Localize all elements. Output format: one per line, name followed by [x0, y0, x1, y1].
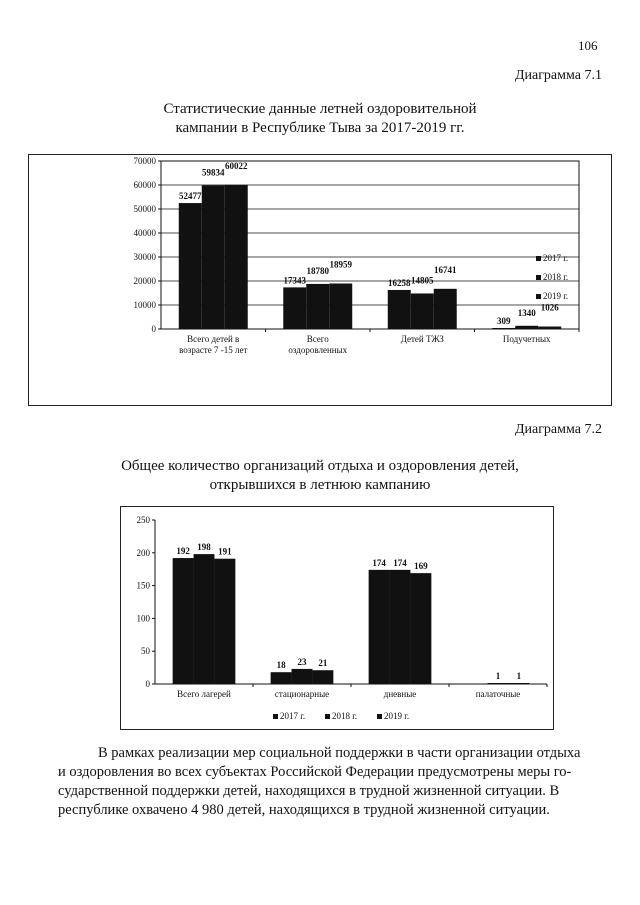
data-label: 1026: [540, 302, 559, 313]
data-label: 21: [318, 658, 328, 669]
bar: [410, 573, 431, 684]
body-paragraph: [58, 744, 606, 820]
bar: [173, 558, 194, 684]
paragraph-line-1: В рамках реализации мер социальной поддержки в части организации отдыха: [98, 745, 581, 761]
data-label: 16258: [388, 277, 411, 288]
y-tick-label: 200: [136, 547, 150, 558]
data-label: 169: [414, 561, 428, 572]
diagram-2-label: Диаграмма 7.2: [514, 422, 602, 437]
category-label: Всего детей в: [187, 334, 240, 344]
legend-swatch: [377, 714, 382, 719]
legend-swatch: [273, 714, 278, 719]
data-label: 191: [218, 546, 232, 557]
data-label: 14805: [411, 275, 434, 286]
data-label: 1: [495, 671, 501, 681]
legend-label: 2017 г.: [543, 253, 569, 263]
diagram-1-title-line-1: Статистические данные летней оздоровительной: [163, 101, 477, 117]
data-label: 16741: [433, 264, 457, 275]
bar: [515, 326, 538, 329]
y-tick-label: 30000: [133, 252, 156, 262]
data-label: 17343: [283, 275, 307, 286]
bar: [292, 669, 313, 684]
legend-swatch: [536, 256, 541, 261]
y-tick-label: 0: [151, 324, 156, 334]
y-tick-label: 60000: [133, 180, 156, 190]
legend-label: 2018 г.: [332, 711, 358, 721]
category-label: Всего: [306, 334, 329, 344]
bar: [194, 554, 215, 684]
bar: [214, 559, 235, 684]
bar: [312, 670, 333, 684]
data-label: 18: [276, 660, 286, 671]
bar: [225, 185, 248, 329]
data-label: 198: [197, 542, 211, 553]
data-label: 192: [176, 546, 190, 557]
bar: [508, 683, 529, 684]
y-tick-label: 150: [136, 580, 150, 591]
bar: [492, 328, 515, 329]
diagram-2-title-line-1: Общее количество организаций отдыха и оздоровления детей,: [121, 458, 519, 474]
category-label: палаточные: [475, 689, 521, 699]
data-label: 59834: [202, 167, 225, 178]
data-label: 174: [393, 557, 407, 568]
bar: [179, 203, 202, 329]
data-label: 18959: [329, 259, 352, 270]
category-label: оздоровленных: [288, 345, 348, 355]
bar: [488, 683, 509, 684]
y-tick-label: 70000: [133, 156, 156, 166]
category-label: Всего лагерей: [177, 689, 231, 699]
paragraph-line-3: сударственной поддержки детей, находящихся в трудной жизненной ситуации. В: [58, 783, 560, 799]
bar: [271, 672, 292, 684]
legend-label: 2019 г.: [384, 711, 410, 721]
chart-1-frame: [28, 154, 612, 406]
legend-swatch: [325, 714, 330, 719]
category-label: стационарные: [274, 689, 330, 699]
data-label: 174: [372, 557, 386, 568]
chart-1: [29, 155, 611, 405]
data-label: 18780: [306, 265, 329, 276]
legend-label: 2017 г.: [280, 711, 306, 721]
chart-2: [121, 507, 553, 729]
chart-2-frame: [120, 506, 554, 730]
category-label: дневные: [383, 689, 417, 699]
data-label: 309: [497, 316, 511, 326]
diagram-2-title: [0, 457, 640, 495]
data-label: 52477: [179, 191, 202, 202]
paragraph-line-2: и оздоровления во всех субъектах Российской Федерации предусмотрены меры го-: [58, 764, 572, 780]
y-tick-label: 0: [145, 679, 150, 689]
diagram-2-title-line-2: открывшихся в летнюю кампанию: [209, 477, 431, 493]
data-label: 1: [516, 671, 522, 681]
diagram-1-label: Диаграмма 7.1: [514, 68, 602, 83]
bar: [283, 287, 306, 329]
bar: [369, 570, 390, 684]
y-tick-label: 100: [136, 613, 150, 624]
data-label: 23: [297, 656, 307, 667]
legend-swatch: [536, 294, 541, 299]
y-tick-label: 40000: [133, 228, 156, 238]
data-label: 60022: [224, 160, 248, 171]
bar: [388, 290, 411, 329]
data-label: 1340: [517, 307, 536, 318]
bar: [434, 289, 457, 329]
diagram-1-title: [0, 100, 640, 138]
y-tick-label: 50000: [133, 204, 156, 214]
y-tick-label: 20000: [133, 276, 156, 286]
bar: [538, 327, 561, 329]
paragraph-line-4: республике охвачено 4 980 детей, находящихся в трудной жизненной ситуации.: [58, 802, 550, 818]
y-tick-label: 10000: [133, 300, 156, 310]
page-number: 106: [578, 38, 598, 53]
category-label: Детей ТЖЗ: [400, 334, 444, 344]
y-tick-label: 250: [136, 515, 150, 525]
bar: [202, 185, 225, 329]
legend-swatch: [536, 275, 541, 280]
category-label: возрасте 7 -15 лет: [179, 345, 248, 355]
y-tick-label: 50: [141, 646, 150, 657]
bar: [390, 570, 411, 684]
diagram-1-title-line-2: кампании в Республике Тыва за 2017-2019 гг.: [175, 120, 465, 136]
category-label: Подучетных: [502, 334, 551, 344]
legend-label: 2018 г.: [543, 272, 569, 282]
bar: [329, 283, 352, 329]
legend-label: 2019 г.: [543, 291, 569, 301]
bar: [411, 293, 434, 329]
bar: [306, 284, 329, 329]
